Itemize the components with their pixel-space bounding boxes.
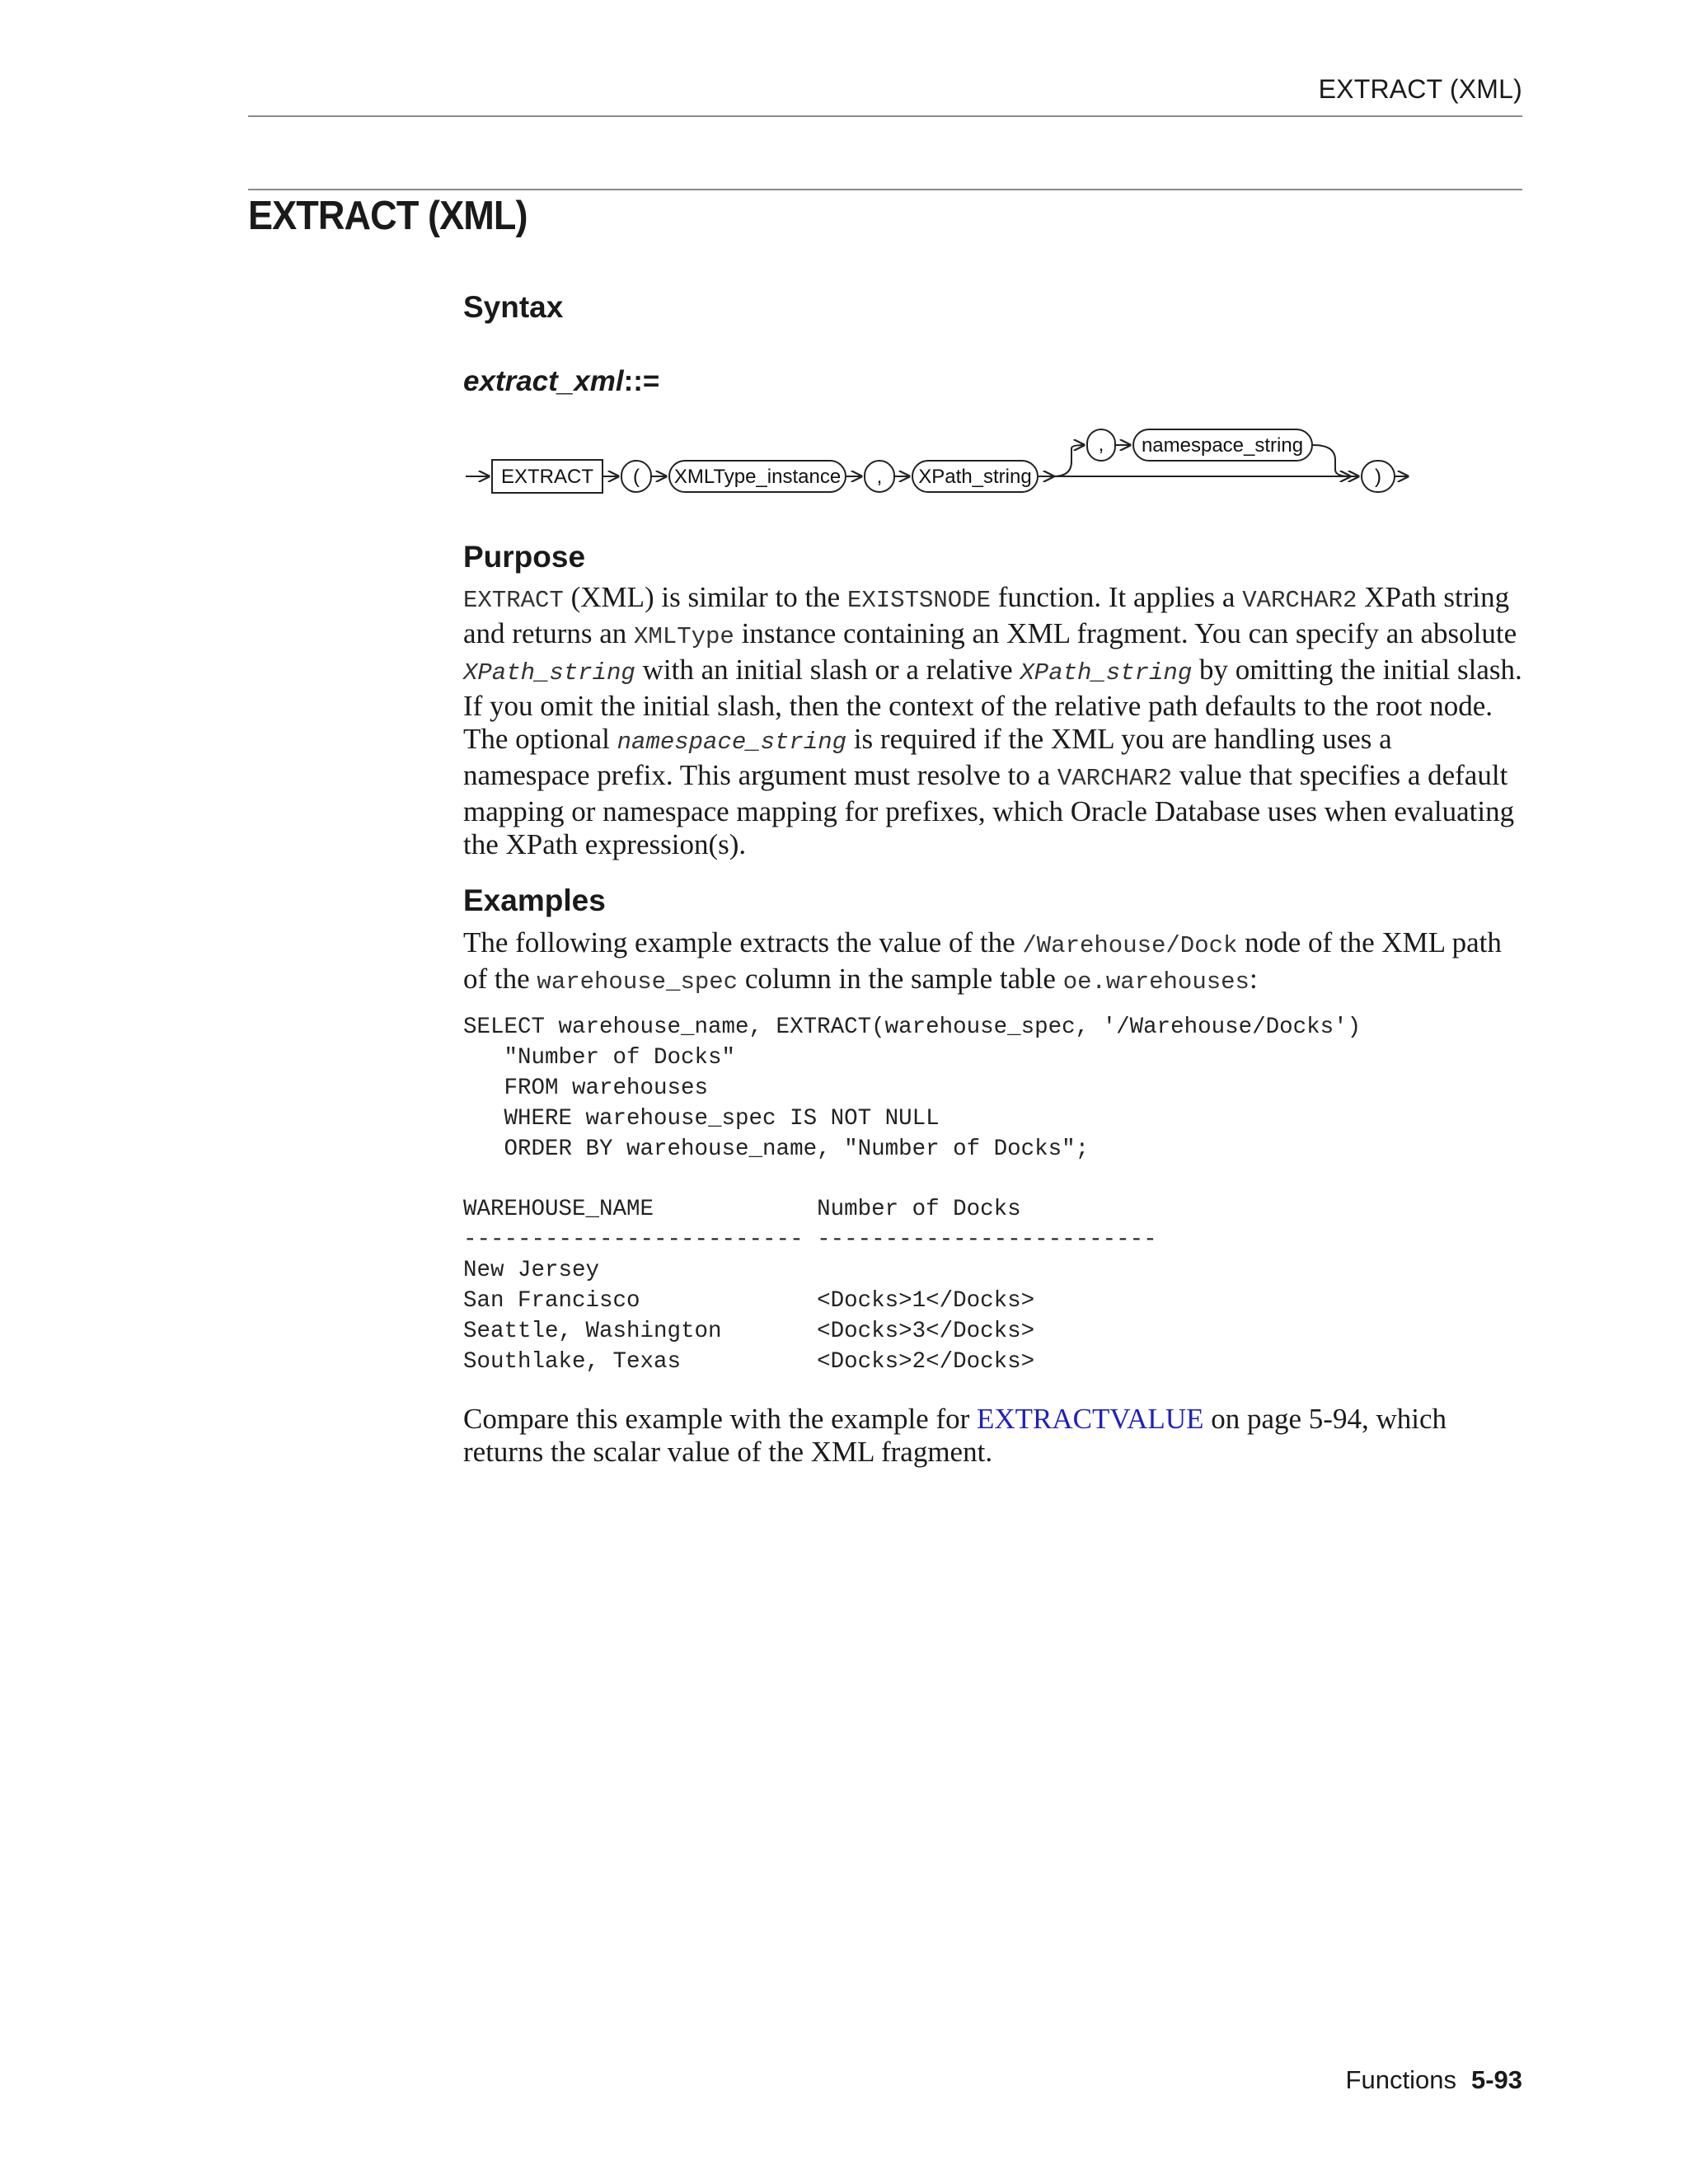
diagram-arg2: XPath_string xyxy=(918,466,1032,488)
result-row: San Francisco <Docks>1</Docks> xyxy=(463,1288,1035,1314)
header-rule xyxy=(248,115,1522,117)
result-row: New Jersey xyxy=(463,1258,600,1283)
compare-paragraph: Compare this example with the example for EXTRACTVALUE on page 5-94, which returns the scalar value of the XML fragment. xyxy=(463,1403,1447,1468)
footer-section: Functions xyxy=(1345,2065,1456,2094)
diagram-close-paren: ) xyxy=(1375,466,1381,488)
result-header: WAREHOUSE_NAME Number of Docks xyxy=(463,1197,1021,1222)
examples-heading: Examples xyxy=(463,883,606,917)
page-number: 5-93 xyxy=(1470,2065,1522,2094)
diagram-keyword: EXTRACT xyxy=(500,466,594,488)
query-result-block xyxy=(463,1194,1157,1377)
syntax-production xyxy=(463,365,659,398)
diagram-open-paren: ( xyxy=(633,466,640,488)
sql-code-block: SELECT warehouse_name, EXTRACT(warehouse_spec, '/Warehouse/Docks') "Number of Docks" FROM warehouses WHERE warehouse_spec IS NOT NULL ORDER BY warehouse_name, "Number of Docks"; xyxy=(463,1015,1362,1162)
purpose-paragraph: EXTRACT (XML) is similar to the EXISTSNODE function. It applies a VARCHAR2 XPath string and returns an XMLType instance containing an XML fragment. You can specify an absolute XPath_string with an initial slash or a relative XPath_string by omitting the initial slash. If you omit the initial slash, then the context of the relative path defaults to the root node. The optional namespace_string is required if the XML you are handling uses a namespace prefix. This argument must resolve to a VARCHAR2 value that specifies a default mapping or namespace mapping for prefixes, which Oracle Database uses when evaluating the XPath expression(s). xyxy=(463,581,1522,860)
extractvalue-link[interactable]: EXTRACTVALUE xyxy=(977,1403,1204,1435)
syntax-heading: Syntax xyxy=(463,290,564,324)
page-footer xyxy=(1346,2065,1522,2095)
title-rule xyxy=(248,189,1522,190)
page-title: EXTRACT (XML) xyxy=(248,194,528,238)
result-row: Seattle, Washington <Docks>3</Docks> xyxy=(463,1319,1035,1344)
diagram-comma1: , xyxy=(876,466,883,488)
diagram-optional-arg: namespace_string xyxy=(1141,434,1304,457)
diagram-comma2: , xyxy=(1098,434,1104,456)
production-name: extract_xml xyxy=(463,365,624,397)
syntax-railroad-diagram xyxy=(445,412,1418,511)
diagram-arg1: XMLType_instance xyxy=(673,466,842,488)
purpose-heading: Purpose xyxy=(463,540,586,574)
result-rule: ------------------------- ------------------------- xyxy=(463,1227,1157,1253)
examples-intro-paragraph: The following example extracts the value of the /Warehouse/Dock node of the XML path of the warehouse_spec column in the sample table oe.warehouses: xyxy=(463,926,1502,996)
running-header: EXTRACT (XML) xyxy=(1318,74,1522,104)
result-row: Southlake, Texas <Docks>2</Docks> xyxy=(463,1349,1035,1375)
production-operator: ::= xyxy=(623,365,660,397)
